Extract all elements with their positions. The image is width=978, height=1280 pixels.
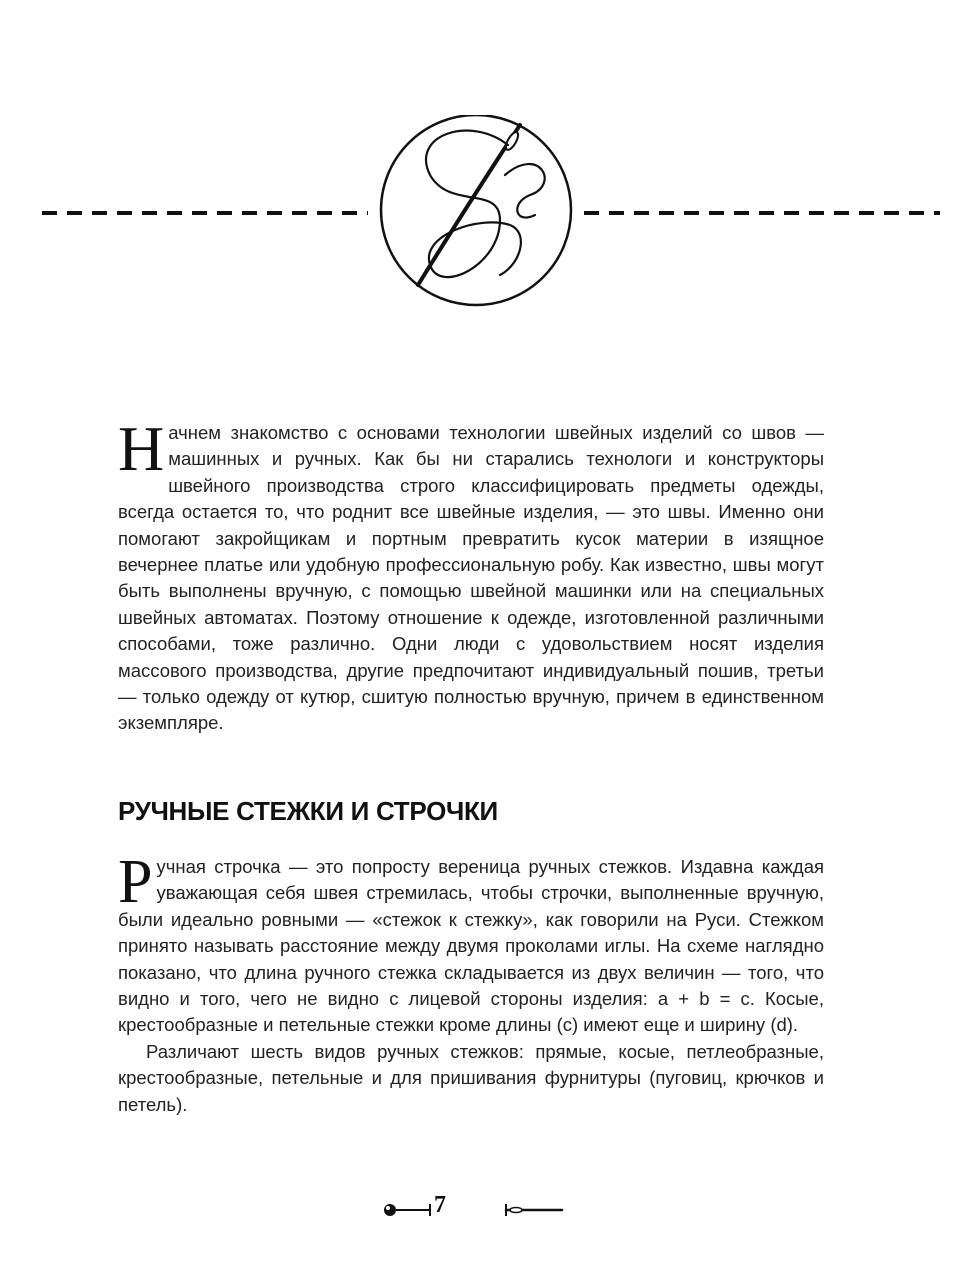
needle-icon — [498, 1200, 568, 1220]
section-heading: РУЧНЫЕ СТЕЖКИ И СТРОЧКИ — [118, 796, 498, 826]
intro-section — [118, 413, 824, 737]
intro-text: ачнем знакомство с основами технологии швейных изделий со швов — машинных и ручных. Как бы ни старались технологи и конструкторы швейного производства строго классифицировать предметы одежды, всегда остается то, что роднит все швейные изделия, — это швы. Именно они помогают закройщикам и портным превратить кусок материи в изящное вечернее платье или удобную профессиональную робу. Как известно, швы могут быть выполнены вручную, с помощью швейной машинки или на специальных швейных автоматах. Поэтому отношение к одежде, изготовленной различными способами, тоже различно. Одни люди с удовольствием носят изделия массового производства, другие предпочитают индивидуальный пошив, третьи — только одежду от кутюр, сшитую полностью вручную, причем в единственном экземпляре. — [118, 422, 824, 734]
section-drop-cap: Р — [118, 848, 153, 916]
needle-and-thread-icon — [381, 115, 571, 305]
page-number: 7 — [434, 1192, 446, 1218]
section-body — [118, 848, 824, 1118]
intro-paragraph — [118, 413, 824, 737]
intro-drop-cap: Н — [118, 413, 165, 484]
header-emblem — [0, 115, 978, 315]
section-paragraph-1 — [118, 848, 824, 1039]
page-footer — [380, 1190, 580, 1230]
section-paragraph-2: Различают шесть видов ручных стежков: прямые, косые, петлеобразные, крестообразные, петельные и для пришивания фурнитуры (пуговиц, крючков и петель). — [118, 1040, 824, 1115]
section-paragraph-1-text: учная строчка — это попросту вереница ручных стежков. Издавна каждая уважающая себя швея стремилась, чтобы строчки, выполненные вручную, были идеально ровными — «стежок к стежку», как говорили на Руси. Стежком принято называть расстояние между двумя проколами иглы. На схеме наглядно показано, что длина ручного стежка складывается из двух величин — того, что видно и того, чего не видно с лицевой стороны изделия: a + b = c. Косые, крестообразные и петельные стежки кроме длины (c) имеют еще и ширину (d). — [118, 856, 824, 1036]
